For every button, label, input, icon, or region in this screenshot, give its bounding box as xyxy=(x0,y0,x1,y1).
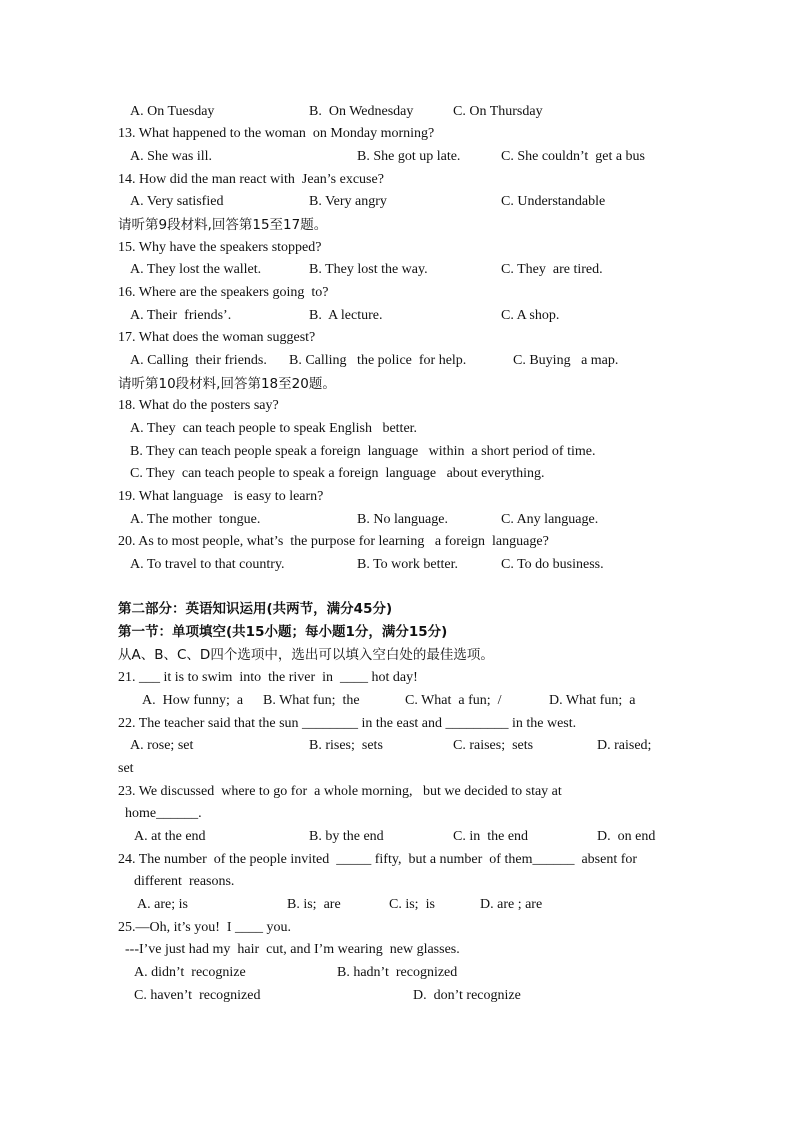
option-a-q13: A. She was ill. xyxy=(130,149,213,164)
section-instruction-10: 请听第10段材料,回答第18至20题。 xyxy=(118,376,336,392)
option-a-q16: A. Their friends’. xyxy=(130,308,232,323)
option-c-q18: C. They can teach people to speak a foreign language about everything. xyxy=(130,466,545,481)
option-c-q25: C. haven’t recognized xyxy=(134,988,261,1003)
option-c-q22: C. raises; sets xyxy=(453,738,534,753)
option-a-q21: A. How funny; a xyxy=(142,693,244,708)
question-17: 17. What does the woman suggest? xyxy=(118,330,316,345)
option-c-q21: C. What a fun; / xyxy=(405,693,502,708)
question-21: 21. ___ it is to swim into the river in ____ hot day! xyxy=(118,670,418,685)
option-b-q12: B. On Wednesday xyxy=(309,104,414,119)
option-c-q16: C. A shop. xyxy=(501,308,560,323)
question-16: 16. Where are the speakers going to? xyxy=(118,285,329,300)
option-b-q25: B. hadn’t recognized xyxy=(337,965,458,980)
question-23: 23. We discussed where to go for a whole morning, but we decided to stay at xyxy=(118,784,562,799)
question-25: 25.—Oh, it’s you! I ____ you. xyxy=(118,920,292,935)
section-instructions: 从A、B、C、D四个选项中，选出可以填入空白处的最佳选项。 xyxy=(118,647,494,663)
option-a-q23: A. at the end xyxy=(134,829,206,844)
question-24: 24. The number of the people invited _____ fifty, but a number of them______ absent for xyxy=(118,852,638,867)
option-c-q15: C. They are tired. xyxy=(501,262,603,277)
option-d-q23: D. on end xyxy=(597,829,656,844)
option-b-q15: B. They lost the way. xyxy=(309,262,428,277)
option-d-q25: D. don’t recognize xyxy=(413,988,521,1003)
question-22: 22. The teacher said that the sun ________ in the east and _________ in the west. xyxy=(118,716,577,731)
option-c-q19: C. Any language. xyxy=(501,512,599,527)
option-d-q21: D. What fun; a xyxy=(549,693,636,708)
section-one-heading: 第一节：单项填空(共15小题；每小题1分，满分15分) xyxy=(118,624,448,640)
option-a-q25: A. didn’t recognize xyxy=(134,965,246,980)
question-18: 18. What do the posters say? xyxy=(118,398,279,413)
option-b-q24: B. is; are xyxy=(287,897,341,912)
option-b-q19: B. No language. xyxy=(357,512,448,527)
option-c-q17: C. Buying a map. xyxy=(513,353,619,368)
option-b-q20: B. To work better. xyxy=(357,557,459,572)
option-a-q22: A. rose; set xyxy=(130,738,194,753)
question-19: 19. What language is easy to learn? xyxy=(118,489,324,504)
option-b-q16: B. A lecture. xyxy=(309,308,383,323)
option-c-q12: C. On Thursday xyxy=(453,104,543,119)
question-13: 13. What happened to the woman on Monday morning? xyxy=(118,126,435,141)
option-a-q15: A. They lost the wallet. xyxy=(130,262,262,277)
question-23-wrap: home______. xyxy=(125,806,202,821)
section-instruction-9: 请听第9段材料,回答第15至17题。 xyxy=(118,217,328,233)
option-b-q21: B. What fun; the xyxy=(263,693,360,708)
option-c-q23: C. in the end xyxy=(453,829,529,844)
option-b-q23: B. by the end xyxy=(309,829,384,844)
option-a-q24: A. are; is xyxy=(137,897,188,912)
option-b-q22: B. rises; sets xyxy=(309,738,383,753)
option-c-q20: C. To do business. xyxy=(501,557,604,572)
option-b-q17: B. Calling the police for help. xyxy=(289,353,467,368)
question-14: 14. How did the man react with Jean’s excuse? xyxy=(118,172,384,187)
option-b-q14: B. Very angry xyxy=(309,194,387,209)
option-d-q22: D. raised; xyxy=(597,738,652,753)
option-d-q24: D. are ; are xyxy=(480,897,543,912)
option-a-q18: A. They can teach people to speak English better. xyxy=(130,421,418,436)
option-b-q13: B. She got up late. xyxy=(357,149,461,164)
option-a-q17: A. Calling their friends. xyxy=(130,353,267,368)
option-a-q20: A. To travel to that country. xyxy=(130,557,285,572)
option-a-q12: A. On Tuesday xyxy=(130,104,215,119)
option-d-q22-wrap: set xyxy=(118,761,134,776)
part-two-heading: 第二部分：英语知识运用(共两节，满分45分) xyxy=(118,601,393,617)
option-a-q14: A. Very satisfied xyxy=(130,194,224,209)
option-c-q13: C. She couldn’t get a bus xyxy=(501,149,646,164)
question-15: 15. Why have the speakers stopped? xyxy=(118,240,322,255)
question-25-reply: ---I’ve just had my hair cut, and I’m wearing new glasses. xyxy=(125,942,460,957)
option-a-q19: A. The mother tongue. xyxy=(130,512,261,527)
option-c-q14: C. Understandable xyxy=(501,194,606,209)
option-c-q24: C. is; is xyxy=(389,897,435,912)
question-20: 20. As to most people, what’s the purpose for learning a foreign language? xyxy=(118,534,549,549)
question-24-wrap: different reasons. xyxy=(134,874,235,889)
option-b-q18: B. They can teach people speak a foreign language within a short period of time. xyxy=(130,444,596,459)
